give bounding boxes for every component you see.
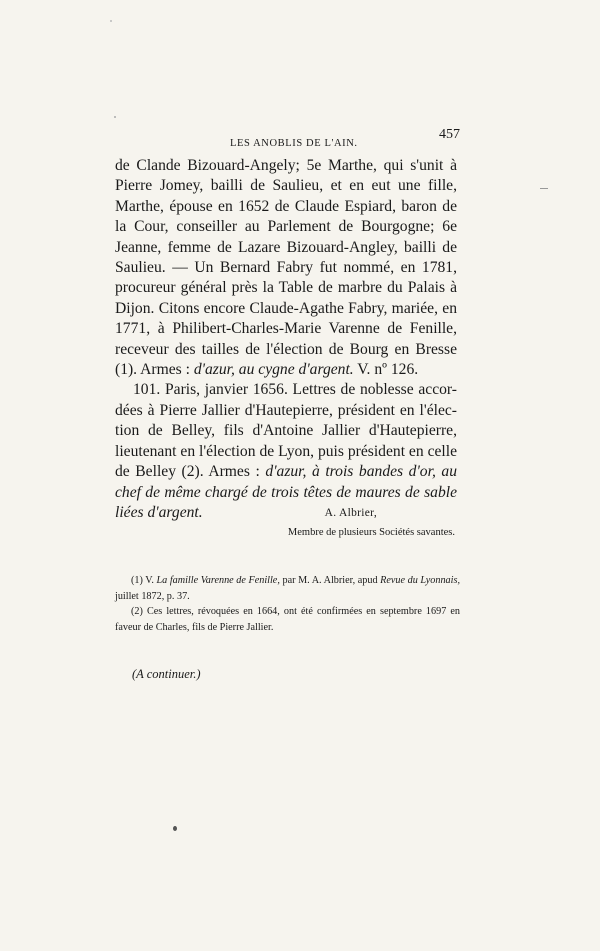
text-line: — Un Bernard Fabry fut nommé, en 1781, procureur <box>115 259 457 297</box>
text-line: femme de Lazare Bizouard-Angley, bailli de Saulieu. <box>115 238 457 277</box>
author-title: Membre de plusieurs Sociétés savantes. <box>287 527 455 538</box>
footnote-text: (1) V. <box>131 575 157 586</box>
text-line: lieutenant en l'élection de Lyon, puis président en celle <box>115 442 457 460</box>
footnote-italic: La famille Varenne de Fenille, <box>156 575 280 586</box>
footnote-1 <box>115 573 460 604</box>
ink-speck <box>110 20 112 22</box>
page-number: 457 <box>439 127 460 142</box>
footnote-text: par M. A. Albrier, apud <box>279 575 381 586</box>
footnote-text: juillet 1872, p. 37. <box>115 590 190 602</box>
text-line: Jomey, bailli de Saulieu, et en eut une fille, Marthe, <box>115 177 457 215</box>
text-line: de Clande Bizouard-Angely; 5e Marthe, qui s'unit à Pierre <box>115 157 457 195</box>
signature-block <box>115 507 457 538</box>
margin-mark <box>540 188 548 189</box>
body-text <box>115 156 457 523</box>
footnote-2 <box>115 604 460 635</box>
text-line: Citons encore Claude-Agathe Fabry, mariée, en 1771, à <box>115 299 457 338</box>
text-line: Philibert-Charles-Marie Varenne de Fenille, receveur <box>115 320 458 358</box>
paragraph-2 <box>115 380 457 523</box>
text-line: épouse en 1652 de Claude Espiard, baron de la Cour, <box>115 197 457 236</box>
blazon-italic: d'azur, à trois bandes d'or, au <box>265 463 458 481</box>
footnote-italic: Revue du Lyonnais, <box>380 575 460 586</box>
text-line: général près la Table de marbre du Palais à Dijon. <box>115 279 457 317</box>
paragraph-1 <box>115 156 457 380</box>
text-line: 101. Paris, janvier 1656. Lettres de noblesse accor- <box>133 381 457 399</box>
footnote-text: 1697 en faveur de Charles, fils de Pierre Jallier. <box>115 606 460 633</box>
footnote-text: (2) Ces lettres, révoquées en 1664, ont été confirmées en septembre <box>131 606 422 617</box>
footnotes <box>115 573 460 635</box>
text-line: des tailles de l'élection de Bourg en Bresse (1). Armes : <box>115 340 457 379</box>
text-line: de Belley (2). Armes : <box>115 463 266 481</box>
text-line: conseiller au Parlement de Bourgogne; 6e Jeanne, <box>115 218 457 256</box>
blazon-italic: chef de même chargé de trois têtes de maures de sable liées <box>115 483 457 521</box>
text-line: V. nº 126. <box>353 361 419 379</box>
blazon-italic: d'azur, au cygne d'argent. <box>193 361 354 379</box>
blazon-italic: d'argent. <box>147 503 203 521</box>
ink-speck <box>114 116 116 118</box>
running-head <box>230 133 358 151</box>
text-line: tion de Belley, fils d'Antoine Jallier d'Hautepierre, <box>115 422 457 440</box>
text-line: dées à Pierre Jallier d'Hautepierre, président en l'élec- <box>115 401 457 419</box>
ink-speck <box>173 826 177 831</box>
running-head-text: LES ANOBLIS DE L'AIN. <box>230 138 358 149</box>
author-name: A. Albrier, <box>324 507 377 519</box>
continuation-note: (A continuer.) <box>132 667 201 681</box>
